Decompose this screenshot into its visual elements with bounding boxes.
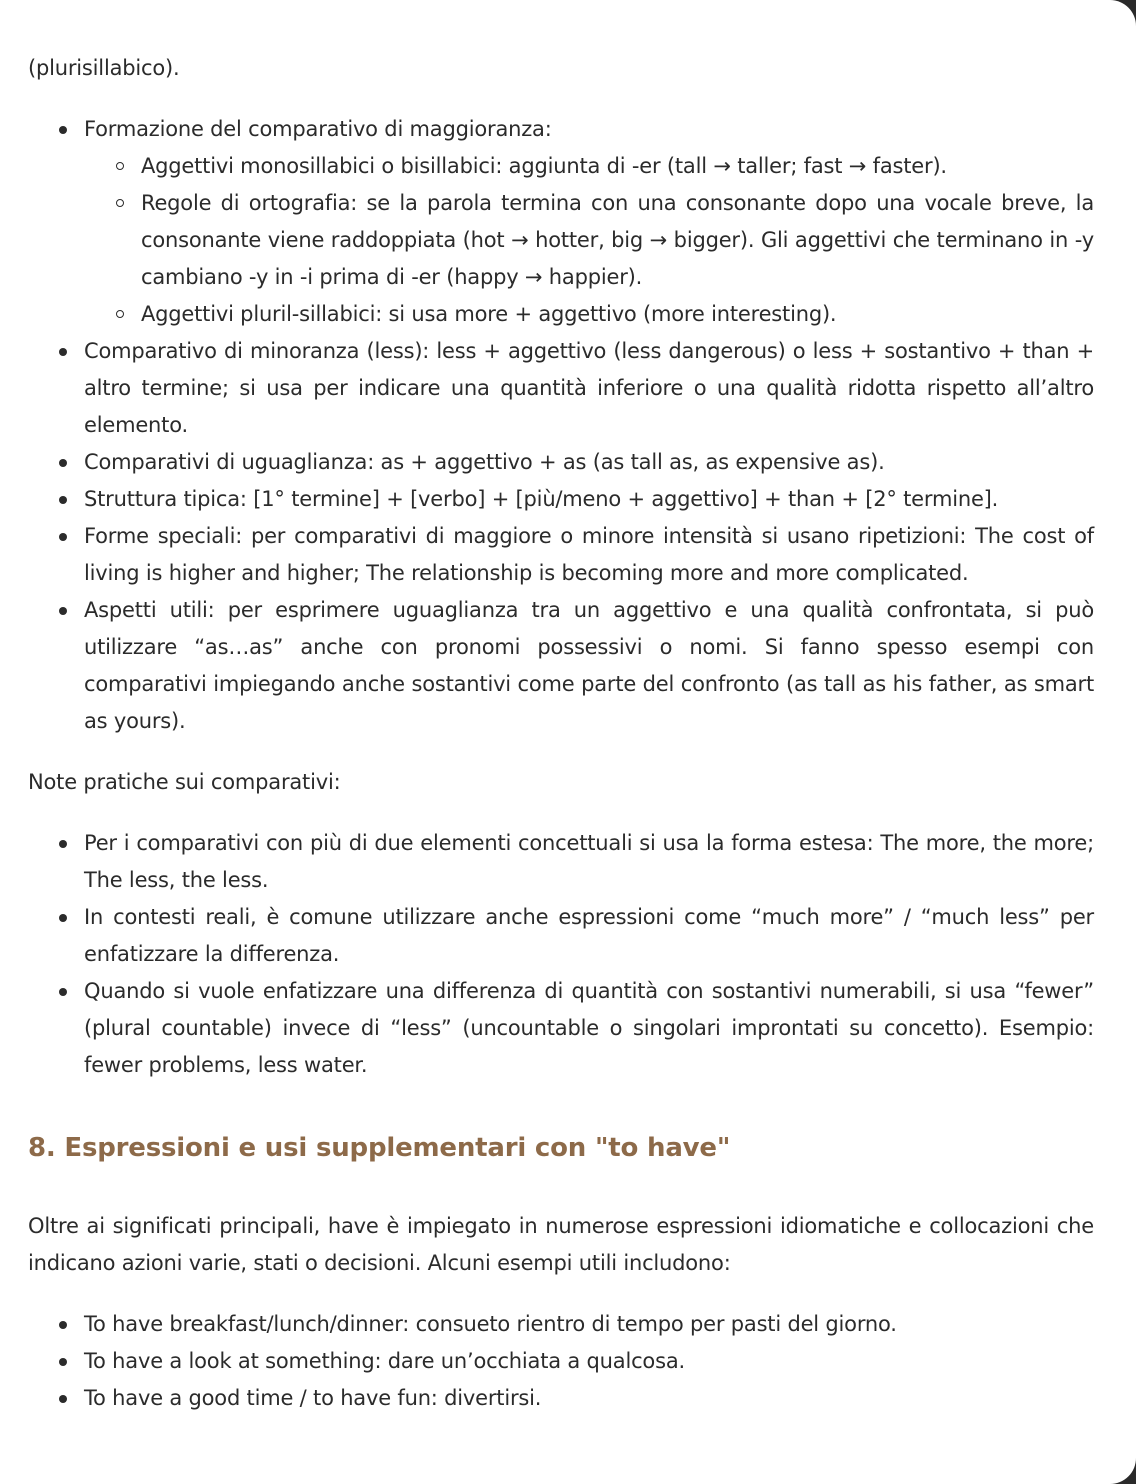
list-item: In contesti reali, è comune utilizzare anche espressioni come “much more” / “much less” per enfatizzare la differenza. [84, 899, 1094, 973]
notes-list [28, 825, 1094, 1084]
sub-list-item: Aggettivi pluril-sillabici: si usa more + aggettivo (more interesting). [141, 296, 1094, 333]
list-item: Struttura tipica: [1° termine] + [verbo] + [più/meno + aggettivo] + than + [2° termine]. [84, 481, 1094, 518]
comparatives-list [28, 111, 1094, 740]
list-item: Aspetti utili: per esprimere uguaglianza tra un aggettivo e una qualità confrontata, si può utilizzare “as…as” anche con pronomi possessivi o nomi. Si fanno spesso esempi con comparativi impiegando anche sostantivi come parte del confronto (as tall as his father, as smart as yours). [84, 592, 1094, 740]
section-intro: Oltre ai significati principali, have è impiegato in numerose espressioni idiomatiche e collocazioni che indicano azioni varie, stati o decisioni. Alcuni esempi utili includono: [28, 1214, 1094, 1275]
sub-list [84, 148, 1094, 333]
list-item: To have breakfast/lunch/dinner: consueto rientro di tempo per pasti del giorno. [84, 1306, 1094, 1343]
list-item: Comparativi di uguaglianza: as + aggettivo + as (as tall as, as expensive as). [84, 444, 1094, 481]
list-item: Quando si vuole enfatizzare una differenza di quantità con sostantivi numerabili, si usa “fewer” (plural countable) invece di “less” (uncountable o singolari improntati su concetto). Esempio: fewer problems, less water. [84, 973, 1094, 1084]
notes-heading: Note pratiche sui comparativi: [28, 770, 341, 794]
sub-list-item: Regole di ortografia: se la parola termina con una consonante dopo una vocale breve, la consonante viene raddoppiata (hot → hotter, big → bigger). Gli aggettivi che terminano in -y cambiano -y in -i prima di -er (happy → happier). [141, 185, 1094, 296]
list-item: Per i comparativi con più di due elementi concettuali si usa la forma estesa: The more, the more; The less, the less. [84, 825, 1094, 899]
list-item-text: Formazione del comparativo di maggioranza: [84, 117, 552, 141]
list-item: To have a good time / to have fun: divertirsi. [84, 1380, 1094, 1417]
intro-fragment: (plurisillabico). [28, 56, 180, 80]
section-heading: 8. Espressioni e usi supplementari con "to have" [28, 1133, 731, 1163]
sub-list-item: Aggettivi monosillabici o bisillabici: aggiunta di -er (tall → taller; fast → faster). [141, 148, 1094, 185]
list-item: To have a look at something: dare un’occhiata a qualcosa. [84, 1343, 1094, 1380]
list-item: Forme speciali: per comparativi di maggiore o minore intensità si usano ripetizioni: The cost of living is higher and higher; The relationship is becoming more and more complicated. [84, 518, 1094, 592]
list-item: Comparativo di minoranza (less): less + aggettivo (less dangerous) o less + sostantivo + than + altro termine; si usa per indicare una quantità inferiore o una qualità ridotta rispetto all’altro elemento. [84, 333, 1094, 444]
expressions-list [28, 1306, 1094, 1417]
list-item [84, 111, 1094, 333]
document-content [28, 50, 1094, 1417]
